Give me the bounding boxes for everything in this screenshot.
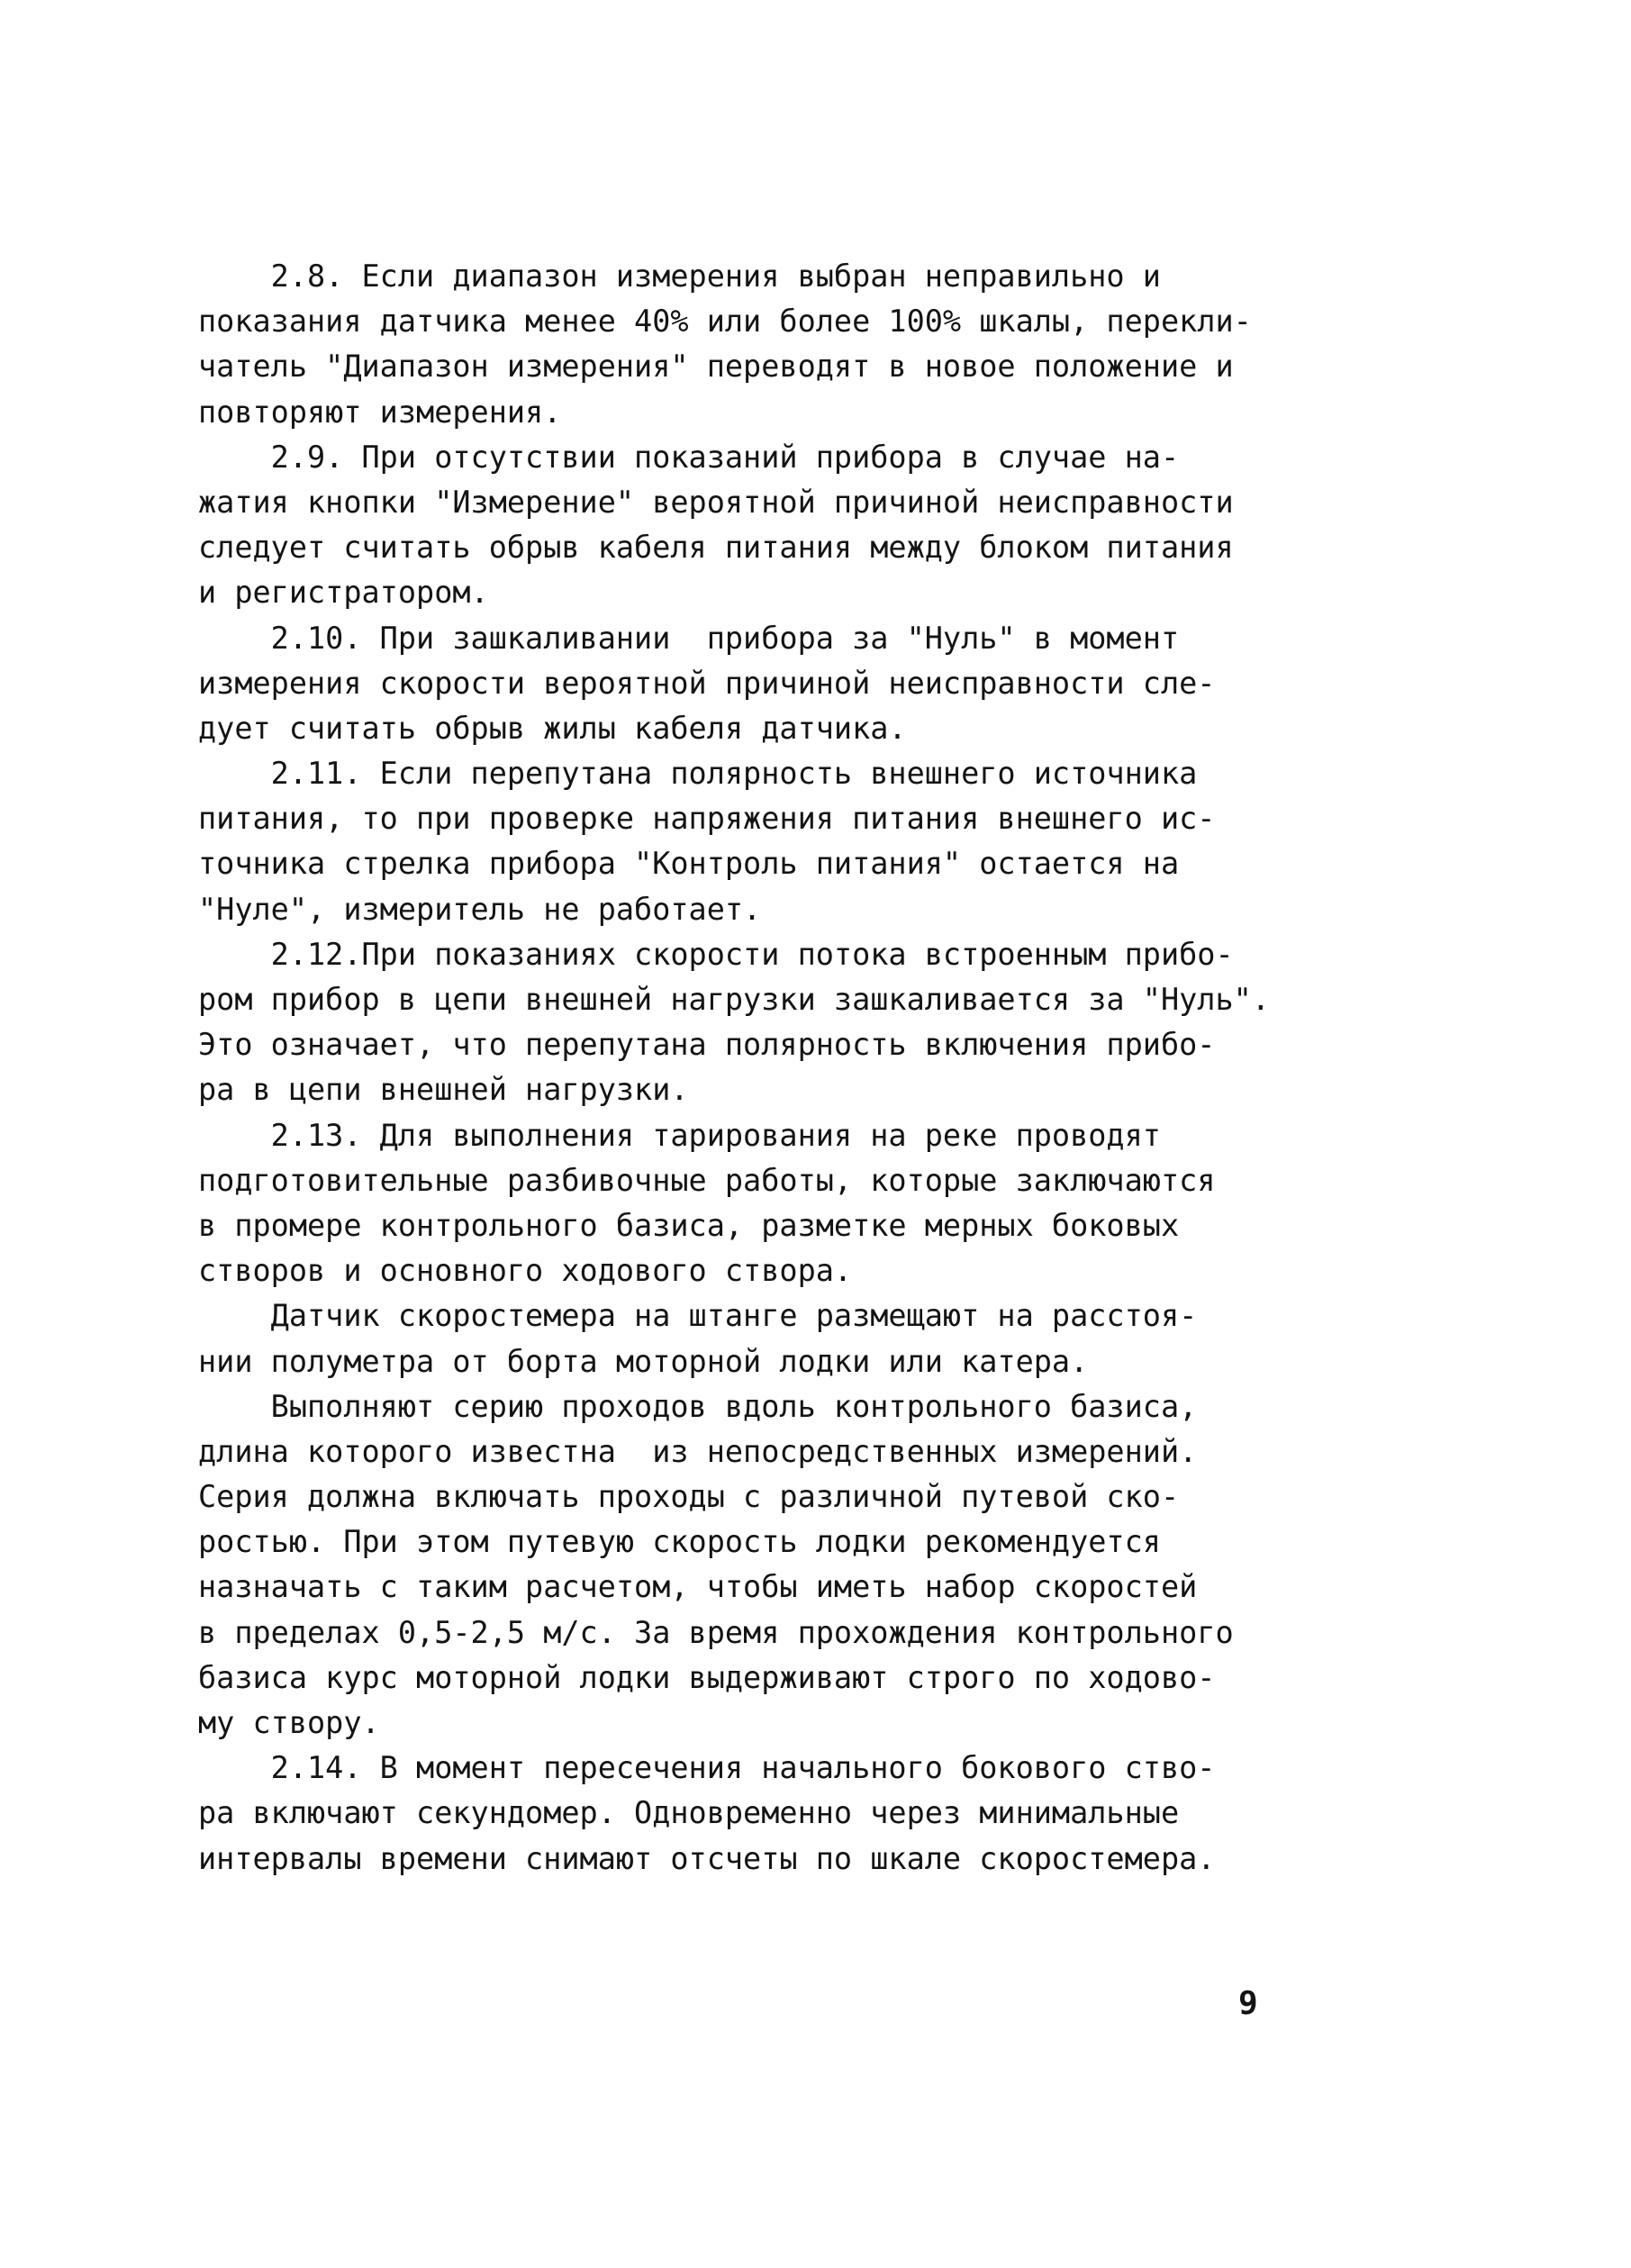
text-line: жатия кнопки "Измерение" вероятной причиной неисправности xyxy=(198,484,1234,520)
text-line: Выполняют серию проходов вдоль контрольного базиса, xyxy=(198,1388,1198,1424)
text-line: чатель "Диапазон измерения" переводят в новое положение и xyxy=(198,349,1234,385)
text-line: 2.8. Если диапазон измерения выбран неправильно и xyxy=(198,259,1161,294)
text-line: 2.11. Если перепутана полярность внешнего источника xyxy=(198,756,1198,792)
text-line: в пределах 0,5-2,5 м/с. За время прохождения контрольного xyxy=(198,1614,1234,1650)
text-line: Датчик скоростемера на штанге размещают на расстоя- xyxy=(198,1298,1198,1334)
page-number: 9 xyxy=(1238,1985,1258,2022)
text-line: назначать с таким расчетом, чтобы иметь набор скоростей xyxy=(198,1569,1198,1605)
text-line: 2.13. Для выполнения тарирования на реке проводят xyxy=(198,1117,1161,1153)
text-line: Серия должна включать проходы с различной путевой ско- xyxy=(198,1479,1180,1515)
text-line: питания, то при проверке напряжения питания внешнего ис- xyxy=(198,801,1216,837)
text-line: точника стрелка прибора "Контроль питания" остается на xyxy=(198,846,1180,882)
text-line: подготовительные разбивочные работы, которые заключаются xyxy=(198,1162,1216,1198)
text-line: дует считать обрыв жилы кабеля датчика. xyxy=(198,710,907,746)
text-line: ра включают секундомер. Одновременно через минимальные xyxy=(198,1795,1180,1831)
text-line: 2.9. При отсутствии показаний прибора в случае на- xyxy=(198,439,1180,475)
text-line: 2.10. При зашкаливании прибора за "Нуль" в момент xyxy=(198,620,1180,656)
text-line: и регистратором. xyxy=(198,575,489,611)
text-line: "Нуле", измеритель не работает. xyxy=(198,891,762,927)
text-line: ростью. При этом путевую скорость лодки рекомендуется xyxy=(198,1524,1161,1560)
text-line: ра в цепи внешней нагрузки. xyxy=(198,1072,689,1108)
text-line: нии полуметра от борта моторной лодки или катера. xyxy=(198,1343,1089,1379)
text-line: повторяют измерения. xyxy=(198,394,562,430)
text-line: в промере контрольного базиса, разметке мерных боковых xyxy=(198,1207,1180,1243)
text-line: ром прибор в цепи внешней нагрузки зашкаливается за "Нуль". xyxy=(198,982,1270,1017)
text-line: створов и основного ходового створа. xyxy=(198,1253,853,1289)
text-line: следует считать обрыв кабеля питания между блоком питания xyxy=(198,530,1234,566)
text-line: измерения скорости вероятной причиной неисправности сле- xyxy=(198,665,1216,701)
body-text xyxy=(198,254,1315,1882)
text-line: показания датчика менее 40% или более 100% шкалы, перекли- xyxy=(198,304,1252,340)
text-line: базиса курс моторной лодки выдерживают строго по ходово- xyxy=(198,1659,1216,1695)
text-line: 2.12.При показаниях скорости потока встроенным прибо- xyxy=(198,936,1234,972)
text-line: му створу. xyxy=(198,1705,380,1740)
text-line: интервалы времени снимают отсчеты по шкале скоростемера. xyxy=(198,1840,1216,1876)
text-line: длина которого известна из непосредственных измерений. xyxy=(198,1433,1198,1469)
text-line: 2.14. В момент пересечения начального бокового ство- xyxy=(198,1750,1216,1786)
text-line: Это означает, что перепутана полярность включения прибо- xyxy=(198,1027,1216,1063)
